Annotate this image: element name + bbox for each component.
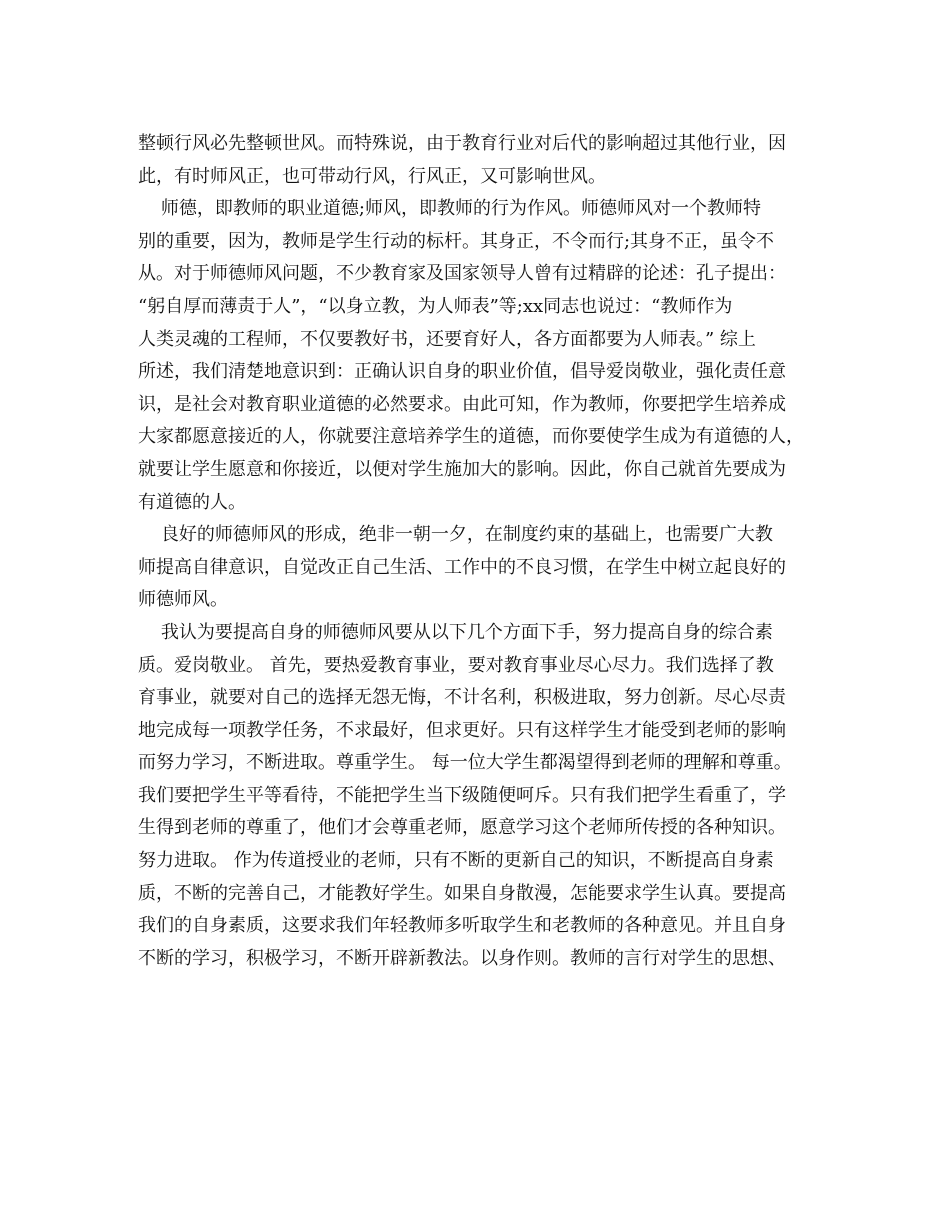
text-line: 师德，即教师的职业道德;师风，即教师的行为作风。师德师风对一个教师特 (138, 198, 761, 220)
text-line: 师提高自律意识，自觉改正自己生活、工作中的不良习惯，在学生中树立起良好的 (138, 556, 786, 578)
text-line: 我认为要提高自身的师德师风要从以下几个方面下手，努力提高自身的综合素 (138, 621, 773, 643)
document-body (138, 128, 818, 975)
text-line: 努力进取。 作为传道授业的老师，只有不断的更新自己的知识，不断提高自身素 (138, 850, 774, 872)
text-line: 有道德的人。 (138, 491, 246, 513)
text-line: 质，不断的完善自己，才能教好学生。如果自身散漫，怎能要求学生认真。要提高 (138, 882, 786, 904)
text-line: 从。对于师德师风问题，不少教育家及国家领导人曾有过精辟的论述：孔子提出： (138, 263, 786, 285)
text-line: 地完成每一项教学任务，不求最好，但求更好。只有这样学生才能受到老师的影响 (138, 719, 786, 741)
text-line: 生得到老师的尊重了，他们才会尊重老师，愿意学习这个老师所传授的各种知识。 (138, 817, 786, 839)
text-line: 识，是社会对教育职业道德的必然要求。由此可知，作为教师，你要把学生培养成 (138, 393, 786, 415)
text-line: 就要让学生愿意和你接近，以便对学生施加大的影响。因此，你自己就首先要成为 (138, 458, 786, 480)
text-line: 质。爱岗敬业。 首先，要热爱教育事业，要对教育事业尽心尽力。我们选择了教 (138, 654, 774, 676)
text-line: 良好的师德师风的形成，绝非一朝一夕，在制度约束的基础上，也需要广大教 (138, 524, 773, 546)
text-line: 不断的学习，积极学习，不断开辟新教法。以身作则。教师的言行对学生的思想、 (138, 947, 786, 969)
text-line: 此，有时师风正，也可带动行风，行风正，又可影响世风。 (138, 165, 606, 187)
text-line: 师德师风。 (138, 589, 228, 611)
text-line: 所述，我们清楚地意识到：正确认识自身的职业价值，倡导爱岗敬业，强化责任意 (138, 361, 786, 383)
text-line: 育事业，就要对自己的选择无怨无悔，不计名利，积极进取，努力创新。尽心尽责 (138, 687, 786, 709)
text-line: 别的重要，因为，教师是学生行动的标杆。其身正，不令而行;其身不正，虽令不 (138, 230, 775, 252)
text-line: “躬自厚而薄责于人”，“以身立教，为人师表”等;xx同志也说过：“教师作为 (138, 295, 733, 317)
text-line: 而努力学习，不断进取。尊重学生。 每一位大学生都渴望得到老师的理解和尊重。 (138, 752, 792, 774)
text-line: 人类灵魂的工程师，不仅要教好书，还要育好人，各方面都要为人师表。” 综上 (138, 328, 756, 350)
text-line: 整顿行风必先整顿世风。而特殊说，由于教育行业对后代的影响超过其他行业，因 (138, 133, 786, 154)
text-line: 大家都愿意接近的人，你就要注意培养学生的道德，而你要使学生成为有道德的人， (138, 426, 804, 448)
text-line: 我们要把学生平等看待，不能把学生当下级随便呵斥。只有我们把学生看重了，学 (138, 784, 786, 806)
text-line: 我们的自身素质，这要求我们年轻教师多听取学生和老教师的各种意见。并且自身 (138, 915, 786, 937)
